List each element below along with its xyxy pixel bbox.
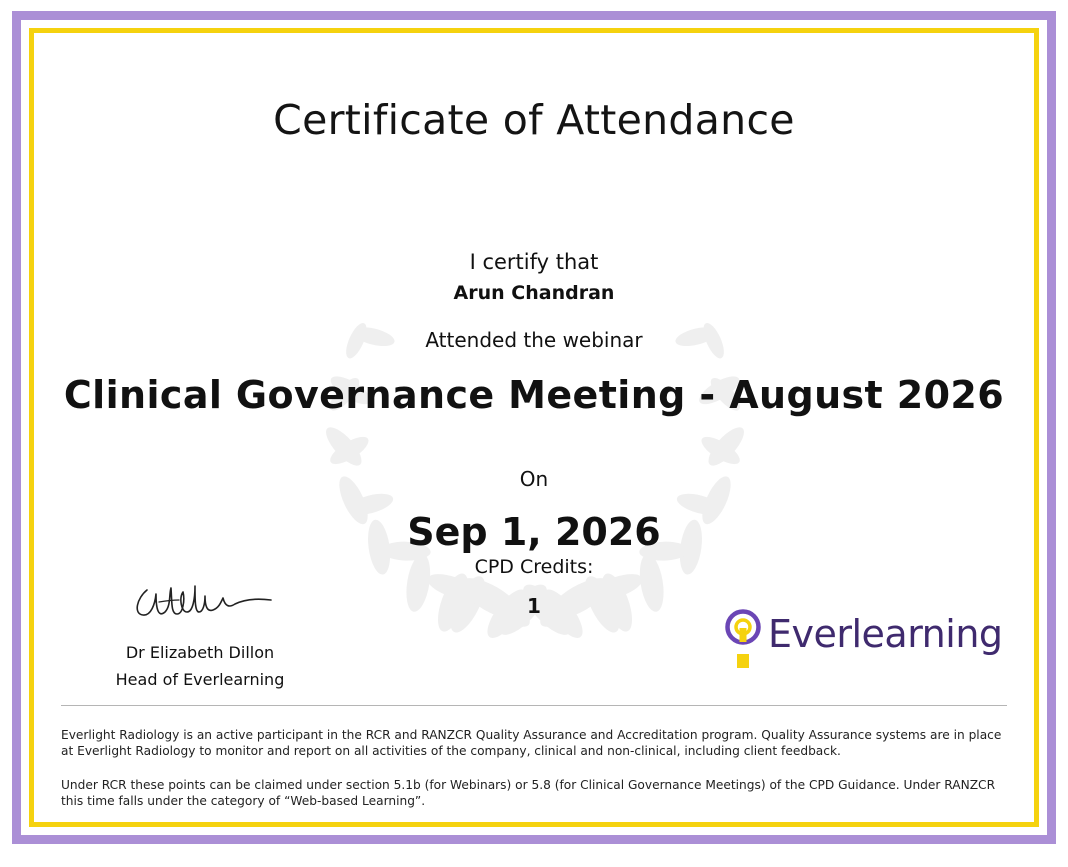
footer-paragraph-qa: Everlight Radiology is an active participant in the RCR and RANZCR Quality Assurance and Accreditation program. Quality Assurance systems are in place at Everlight Radiology to monitor and report on all activities of the company, clinical and non-clinical, including client feedback. <box>61 728 1002 758</box>
on-label: On <box>519 467 549 491</box>
everlearning-logo <box>724 604 1014 674</box>
webinar-title: Clinical Governance Meeting - August 2026 <box>63 373 1005 417</box>
certificate-title: Certificate of Attendance <box>273 96 795 144</box>
attendance-date: Sep 1, 2026 <box>407 510 661 554</box>
signatory-role: Head of Everlearning <box>115 670 285 689</box>
lightbulb-icon <box>724 606 762 670</box>
cpd-credits-label: CPD Credits: <box>474 556 594 578</box>
footer-paragraph-cpd: Under RCR these points can be claimed under section 5.1b (for Webinars) or 5.8 (for Clinical Governance Meetings) of the CPD Guidance. Under RANZCR this time falls under the category of “Web-based Learning”. <box>61 778 996 808</box>
attendee-name: Arun Chandran <box>453 282 615 304</box>
signature-image <box>125 568 275 628</box>
signatory-name: Dr Elizabeth Dillon <box>125 643 275 662</box>
cpd-credits-value: 1 <box>527 594 541 618</box>
certify-text: I certify that <box>469 250 599 274</box>
footer-divider <box>61 705 1007 706</box>
attended-text: Attended the webinar <box>425 328 643 352</box>
logo-wordmark: Everlearning <box>768 612 1003 656</box>
